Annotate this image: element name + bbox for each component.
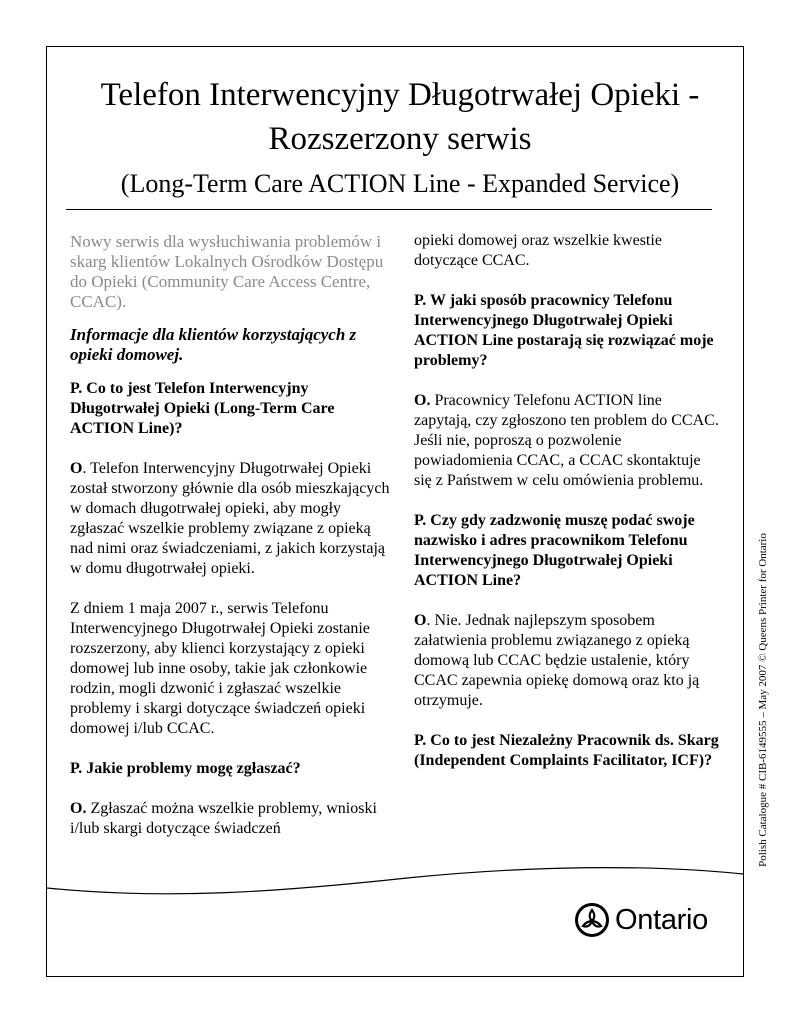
answer-4	[414, 611, 720, 711]
question-4: P. Czy gdy zadzwonię muszę podać swoje nazwisko i adres pracownikom Telefonu Interwencyjnego Długotrwałej Opieki ACTION Line?	[414, 512, 695, 589]
paragraph-expansion: Z dniem 1 maja 2007 r., serwis Telefonu Interwencyjnego Długotrwałej Opieki zostanie rozszerzony, aby klienci korzystający z opieki domowej lub inne osoby, takie jak członkowie rodzin, mogli dzwonić i zgłaszać wszelkie problemy i skargi dotyczące świadczeń opieki domowej i/lub CCAC.	[70, 600, 370, 737]
ontario-trillium-icon	[575, 903, 609, 937]
answer-2-text: Zgłaszać można wszelkie problemy, wnioski i/lub skargi dotyczące świadczeń	[70, 800, 377, 837]
right-column	[414, 231, 720, 771]
answer-4-prefix: O	[414, 612, 427, 629]
question-5: P. Co to jest Niezależny Pracownik ds. Skarg (Independent Complaints Facilitator, ICF)?	[414, 732, 719, 769]
left-column	[70, 232, 392, 839]
catalogue-note-text: Polish Catalogue # CIB-6149555 – May 2007 © Queens Printer for Ontario	[757, 533, 769, 867]
answer-2	[70, 799, 392, 839]
decorative-wave	[47, 860, 743, 900]
ontario-wordmark: Ontario	[615, 904, 708, 936]
section-subheading: Informacje dla klientów korzystających z opieki domowej.	[70, 325, 357, 364]
intro-text: Nowy serwis dla wysłuchiwania problemów i skarg klientów Lokalnych Ośrodków Dostępu do Opieki (Community Care Access Centre, CCAC).	[70, 232, 384, 311]
page-title-line-1: Telefon Interwencyjny Długotrwałej Opieki -	[100, 77, 700, 113]
answer-4-text: . Nie. Jednak najlepszym sposobem załatwienia problemu związanego z opieką domową lub CCAC będzie ustalenie, który CCAC zapewnia opiekę domową oraz kto ją otrzymuje.	[414, 612, 700, 709]
answer-1-prefix: O	[70, 460, 83, 477]
answer-3-text: Pracownicy Telefonu ACTION line zapytają, czy zgłoszono ten problem do CCAC. Jeśli nie, poproszą o pozwolenie powiadomienia CCAC, a CCAC skontaktuje się z Państwem w celu omówienia problemu.	[414, 392, 719, 489]
title-divider	[66, 209, 712, 210]
page-title-line-2: Rozszerzony serwis	[268, 121, 532, 157]
answer-1	[70, 459, 392, 579]
answer-2-prefix: O.	[70, 800, 87, 817]
answer-3-prefix: O.	[414, 392, 431, 409]
answer-2-continued: opieki domowej oraz wszelkie kwestie dotyczące CCAC.	[414, 232, 662, 269]
question-1: P. Co to jest Telefon Interwencyjny Długotrwałej Opieki (Long-Term Care ACTION Line)?	[70, 380, 335, 437]
answer-1-text: . Telefon Interwencyjny Długotrwałej Opieki został stworzony głównie dla osób mieszkających w domach długotrwałej opieki, aby mogły zgłaszać wszelkie problemy związane z opieką nad nimi oraz świadczeniami, z jakich korzystają w domu długotrwałej opieki.	[70, 460, 390, 577]
ontario-logo	[575, 898, 715, 942]
answer-3	[414, 391, 720, 491]
question-2: P. Jakie problemy mogę zgłaszać?	[70, 760, 301, 777]
page-subtitle: (Long-Term Care ACTION Line - Expanded Service)	[120, 169, 680, 198]
question-3: P. W jaki sposób pracownicy Telefonu Interwencyjnego Długotrwałej Opieki ACTION Line postarają się rozwiązać moje problemy?	[414, 292, 714, 369]
